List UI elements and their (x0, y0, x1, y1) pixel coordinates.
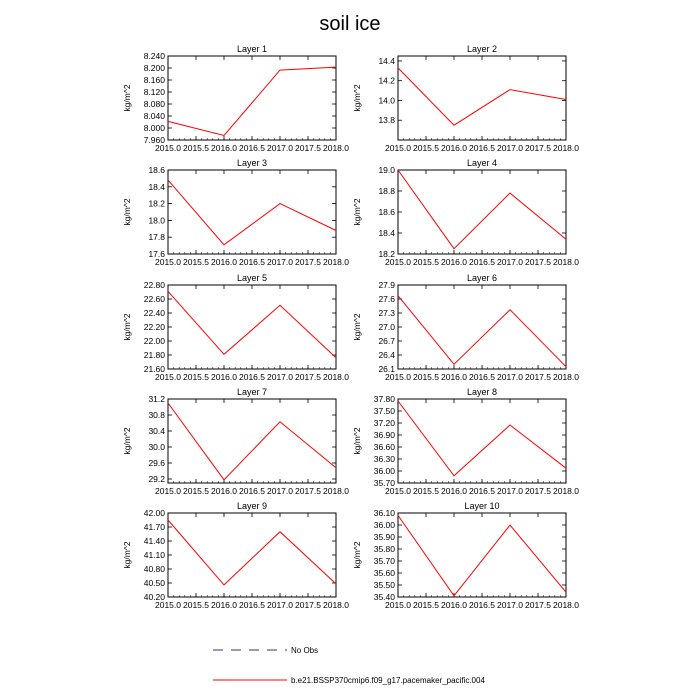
y-axis-label: kg/m^2 (122, 198, 132, 226)
y-tick-label: 18.6 (378, 207, 395, 217)
x-tick-label: 2016.5 (469, 257, 495, 267)
x-tick-label: 2016.5 (239, 257, 265, 267)
legend (213, 646, 485, 685)
x-tick-label: 2017.0 (267, 600, 293, 610)
x-tick-label: 2016.5 (469, 372, 495, 382)
x-tick-label: 2016.5 (239, 486, 265, 496)
y-tick-label: 36.00 (373, 466, 395, 476)
panel-title: Layer 7 (236, 387, 268, 397)
y-tick-label: 29.6 (148, 458, 165, 468)
y-tick-label: 36.00 (373, 520, 395, 530)
x-tick-label: 2017.5 (295, 372, 321, 382)
legend-label: b.e21.BSSP370cmip6.f09_g17.pacemaker_pacific.004 (291, 676, 485, 685)
plot-frame (168, 399, 336, 483)
y-tick-label: 8.080 (143, 99, 165, 109)
y-tick-label: 8.120 (143, 87, 165, 97)
y-tick-label: 18.2 (378, 249, 395, 259)
x-tick-label: 2016.0 (211, 600, 237, 610)
y-tick-label: 14.0 (378, 95, 395, 106)
plot-frame (168, 170, 336, 254)
y-tick-label: 35.60 (373, 568, 395, 578)
x-tick-label: 2017.0 (497, 372, 523, 382)
x-tick-label: 2015.0 (385, 257, 411, 267)
panel-layer-8 (352, 387, 579, 496)
panel-title: Layer 8 (466, 387, 498, 397)
y-tick-label: 8.200 (143, 63, 165, 73)
x-tick-label: 2015.5 (183, 257, 209, 267)
y-tick-label: 35.90 (373, 532, 395, 542)
x-tick-label: 2016.0 (211, 257, 237, 267)
series-line (398, 401, 566, 476)
x-tick-label: 2017.5 (525, 257, 551, 267)
x-tick-label: 2018.0 (553, 486, 579, 496)
y-tick-label: 31.2 (148, 394, 165, 404)
y-tick-label: 22.80 (143, 280, 165, 290)
series-line (398, 68, 566, 125)
x-tick-label: 2017.0 (497, 257, 523, 267)
y-tick-label: 17.8 (148, 232, 165, 243)
x-tick-label: 2015.0 (155, 600, 181, 610)
series-line (168, 291, 336, 358)
panel-title: Layer 9 (236, 501, 268, 511)
x-tick-label: 2018.0 (323, 372, 349, 382)
y-tick-label: 36.30 (373, 454, 395, 464)
panel-title: Layer 10 (464, 501, 500, 511)
x-tick-label: 2017.0 (267, 143, 293, 153)
x-tick-label: 2018.0 (323, 486, 349, 496)
x-tick-label: 2016.5 (469, 143, 495, 153)
figure-title: soil ice (319, 13, 381, 35)
x-tick-label: 2015.0 (155, 143, 181, 153)
y-tick-label: 8.000 (143, 123, 165, 133)
plot-frame (398, 170, 566, 254)
x-tick-label: 2018.0 (553, 372, 579, 382)
x-tick-label: 2016.5 (239, 600, 265, 610)
y-axis-label: kg/m^2 (122, 84, 132, 112)
y-tick-label: 26.7 (378, 336, 395, 346)
x-tick-label: 2015.5 (183, 372, 209, 382)
x-tick-label: 2016.5 (239, 143, 265, 153)
x-tick-label: 2016.0 (441, 600, 467, 610)
y-axis-label: kg/m^2 (352, 427, 362, 455)
y-tick-label: 18.6 (148, 165, 165, 175)
y-tick-label: 30.4 (148, 426, 165, 436)
panel-title: Layer 2 (466, 44, 498, 54)
x-tick-label: 2016.5 (469, 600, 495, 610)
y-tick-label: 22.00 (143, 336, 165, 346)
y-axis-label: kg/m^2 (352, 198, 362, 226)
y-tick-label: 41.10 (143, 550, 165, 560)
y-tick-label: 30.0 (148, 442, 165, 452)
panel-title: Layer 6 (466, 273, 498, 283)
x-tick-label: 2016.0 (211, 372, 237, 382)
y-tick-label: 35.70 (373, 478, 395, 488)
x-tick-label: 2018.0 (553, 257, 579, 267)
x-tick-label: 2016.0 (211, 143, 237, 153)
panel-layer-4 (352, 158, 579, 267)
y-tick-label: 29.2 (148, 474, 165, 484)
x-tick-label: 2018.0 (553, 600, 579, 610)
x-tick-label: 2016.0 (441, 372, 467, 382)
y-tick-label: 36.10 (373, 508, 395, 518)
x-tick-label: 2018.0 (553, 143, 579, 153)
y-tick-label: 21.60 (143, 364, 165, 374)
y-tick-label: 40.20 (143, 592, 165, 602)
x-tick-label: 2018.0 (323, 600, 349, 610)
x-tick-label: 2017.5 (295, 486, 321, 496)
x-tick-label: 2015.0 (385, 600, 411, 610)
panel-layer-1 (122, 44, 349, 153)
series-line (168, 67, 336, 135)
series-line (398, 515, 566, 595)
series-line (168, 180, 336, 245)
panel-layer-7 (122, 387, 349, 496)
y-tick-label: 18.8 (378, 186, 395, 196)
x-tick-label: 2015.0 (155, 257, 181, 267)
y-tick-label: 22.40 (143, 308, 165, 318)
x-tick-label: 2017.0 (497, 486, 523, 496)
x-tick-label: 2015.5 (183, 143, 209, 153)
y-tick-label: 8.240 (143, 51, 165, 61)
x-tick-label: 2017.5 (295, 143, 321, 153)
y-tick-label: 14.2 (378, 75, 395, 86)
plot-frame (168, 513, 336, 597)
panel-title: Layer 4 (466, 158, 498, 168)
x-tick-label: 2017.5 (525, 600, 551, 610)
y-axis-label: kg/m^2 (352, 84, 362, 112)
y-tick-label: 13.8 (378, 115, 395, 126)
y-tick-label: 40.80 (143, 564, 165, 574)
y-tick-label: 37.80 (373, 394, 395, 404)
x-tick-label: 2015.5 (413, 600, 439, 610)
y-tick-label: 30.8 (148, 410, 165, 420)
x-tick-label: 2015.5 (183, 486, 209, 496)
x-tick-label: 2015.5 (413, 257, 439, 267)
y-tick-label: 37.20 (373, 418, 395, 428)
x-tick-label: 2015.5 (413, 372, 439, 382)
x-tick-label: 2017.5 (525, 486, 551, 496)
panel-layer-2 (352, 44, 579, 153)
y-tick-label: 19.0 (378, 165, 395, 175)
series-line (398, 170, 566, 249)
plot-frame (168, 285, 336, 369)
y-tick-label: 27.9 (378, 280, 395, 290)
panel-title: Layer 3 (236, 158, 268, 168)
x-tick-label: 2017.0 (267, 486, 293, 496)
panel-layer-6 (352, 273, 579, 382)
y-tick-label: 18.4 (148, 181, 165, 192)
y-tick-label: 40.50 (143, 578, 165, 588)
y-tick-label: 35.80 (373, 544, 395, 554)
panel-layer-3 (122, 158, 349, 267)
y-tick-label: 36.60 (373, 442, 395, 452)
x-tick-label: 2015.5 (413, 143, 439, 153)
series-line (398, 296, 566, 367)
y-tick-label: 26.4 (378, 350, 395, 360)
y-tick-label: 22.20 (143, 322, 165, 332)
x-tick-label: 2015.0 (155, 486, 181, 496)
y-tick-label: 37.50 (373, 406, 395, 416)
y-tick-label: 8.160 (143, 75, 165, 85)
y-axis-label: kg/m^2 (122, 313, 132, 341)
series-line (168, 403, 336, 480)
y-tick-label: 18.4 (378, 228, 395, 238)
y-tick-label: 41.40 (143, 536, 165, 546)
x-tick-label: 2015.5 (183, 600, 209, 610)
plot-frame (398, 513, 566, 597)
x-tick-label: 2016.0 (211, 486, 237, 496)
series-line (168, 520, 336, 585)
panel-title: Layer 1 (236, 44, 268, 54)
x-tick-label: 2016.5 (239, 372, 265, 382)
x-tick-label: 2017.5 (525, 372, 551, 382)
y-tick-label: 27.0 (378, 322, 395, 332)
y-tick-label: 42.00 (143, 508, 165, 518)
y-tick-label: 35.50 (373, 580, 395, 590)
y-tick-label: 27.3 (378, 308, 395, 318)
y-tick-label: 41.70 (143, 522, 165, 532)
panel-title: Layer 5 (236, 273, 268, 283)
x-tick-label: 2017.5 (525, 143, 551, 153)
x-tick-label: 2015.0 (385, 486, 411, 496)
x-tick-label: 2018.0 (323, 143, 349, 153)
y-tick-label: 14.4 (378, 55, 395, 66)
y-tick-label: 27.6 (378, 294, 395, 304)
y-tick-label: 8.040 (143, 111, 165, 121)
x-tick-label: 2015.0 (385, 143, 411, 153)
plot-frame (398, 399, 566, 483)
x-tick-label: 2017.0 (497, 143, 523, 153)
x-tick-label: 2015.5 (413, 486, 439, 496)
panel-layer-5 (122, 273, 349, 382)
y-tick-label: 36.90 (373, 430, 395, 440)
x-tick-label: 2015.0 (155, 372, 181, 382)
x-tick-label: 2016.5 (469, 486, 495, 496)
y-tick-label: 7.960 (143, 135, 165, 145)
x-tick-label: 2016.0 (441, 257, 467, 267)
x-tick-label: 2017.5 (295, 257, 321, 267)
y-axis-label: kg/m^2 (352, 541, 362, 569)
y-tick-label: 35.40 (373, 592, 395, 602)
y-tick-label: 26.1 (378, 364, 395, 374)
y-axis-label: kg/m^2 (122, 541, 132, 569)
x-tick-label: 2017.5 (295, 600, 321, 610)
x-tick-label: 2015.0 (385, 372, 411, 382)
plot-frame (398, 56, 566, 140)
y-tick-label: 22.60 (143, 294, 165, 304)
y-tick-label: 17.6 (148, 249, 165, 259)
y-tick-label: 18.0 (148, 215, 165, 226)
panel-layer-10 (352, 501, 579, 610)
x-tick-label: 2017.0 (267, 372, 293, 382)
y-axis-label: kg/m^2 (352, 313, 362, 341)
x-tick-label: 2016.0 (441, 143, 467, 153)
y-tick-label: 21.80 (143, 350, 165, 360)
x-tick-label: 2017.0 (497, 600, 523, 610)
y-axis-label: kg/m^2 (122, 427, 132, 455)
x-tick-label: 2016.0 (441, 486, 467, 496)
y-tick-label: 18.2 (148, 198, 165, 209)
legend-label: No Obs (291, 646, 319, 655)
x-tick-label: 2017.0 (267, 257, 293, 267)
panel-layer-9 (122, 501, 349, 610)
x-tick-label: 2018.0 (323, 257, 349, 267)
y-tick-label: 35.70 (373, 556, 395, 566)
